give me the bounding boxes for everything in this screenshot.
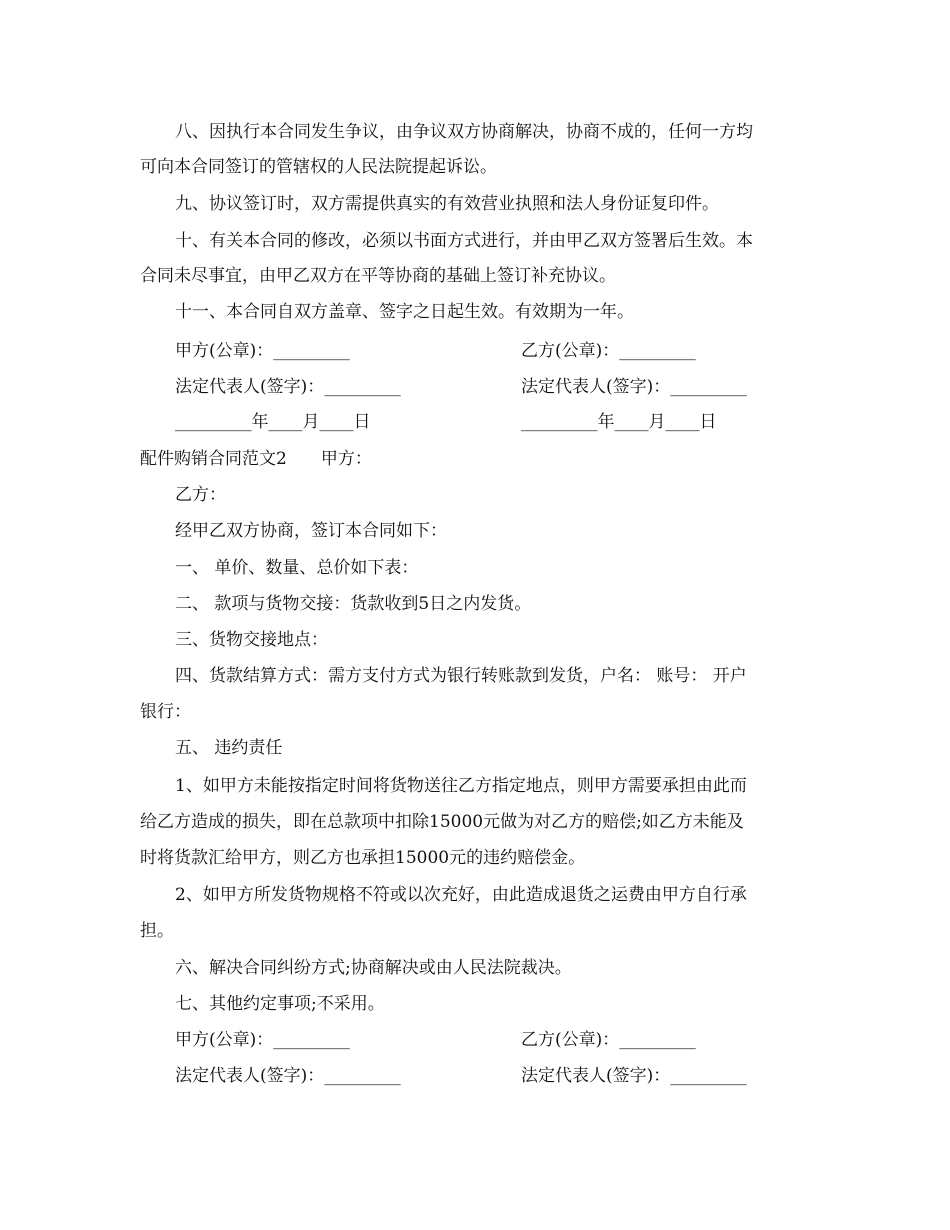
clause-9: 九、协议签订时，双方需提供真实的有效营业执照和法人身份证复印件。 [175,194,719,214]
section-1: 一、 单价、数量、总价如下表： [175,558,419,578]
section-5-item-1-line-2: 给乙方造成的损失，即在总款项中扣除15000元做为对乙方的赔偿;如乙方未能及 [140,812,744,832]
party-b-representative-field-2: 法定代表人(签字)：_________ [521,1066,747,1086]
clause-8-line-2: 可向本合同签订的管辖权的人民法院提起诉讼。 [140,157,497,177]
section-5-item-2-line-1: 2、如甲方所发货物规格不符或以次充好，由此造成退货之运费由甲方自行承 [175,885,747,905]
contract-intro: 经甲乙双方协商，签订本合同如下： [175,521,447,541]
party-a-seal-field: 甲方(公章)：_________ [175,341,350,361]
contract-2-title: 配件购销合同范文2 甲方： [140,449,372,469]
section-5-item-1-line-3: 时将货款汇给甲方，则乙方也承担15000元的违约赔偿金。 [140,848,586,868]
clause-8-line-1: 八、因执行本合同发生争议，由争议双方协商解决，协商不成的，任何一方均 [175,122,753,142]
party-a-date-field: _________年____月____日 [175,412,371,432]
party-a-representative-field-2: 法定代表人(签字)：_________ [175,1066,401,1086]
section-5-heading: 五、 违约责任 [175,738,283,758]
clause-10-line-2: 合同未尽事宜，由甲乙双方在平等协商的基础上签订补充协议。 [140,266,616,286]
clause-11: 十一、本合同自双方盖章、签字之日起生效。有效期为一年。 [175,302,634,322]
party-a-representative-field: 法定代表人(签字)：_________ [175,377,401,397]
party-b-date-field: _________年____月____日 [521,412,717,432]
section-5-item-1-line-1: 1、如甲方未能按指定时间将货物送往乙方指定地点，则甲方需要承担由此而 [175,776,747,796]
party-a-seal-field-2: 甲方(公章)：_________ [175,1030,350,1050]
section-4-line-2: 银行： [140,702,191,722]
party-b-seal-field-2: 乙方(公章)：_________ [521,1030,696,1050]
section-3: 三、货物交接地点： [175,630,328,650]
clause-10-line-1: 十、有关本合同的修改，必须以书面方式进行，并由甲乙双方签署后生效。本 [175,231,753,251]
section-6: 六、解决合同纠纷方式;协商解决或由人民法院裁决。 [175,958,572,978]
party-b-label: 乙方： [175,485,226,505]
section-2: 二、 款项与货物交接：货款收到5日之内发货。 [175,594,532,614]
party-b-representative-field: 法定代表人(签字)：_________ [521,377,747,397]
section-5-item-2-line-2: 担。 [140,921,174,941]
section-4-line-1: 四、货款结算方式：需方支付方式为银行转账款到发货，户名： 账号： 开户 [175,666,747,686]
party-b-seal-field: 乙方(公章)：_________ [521,341,696,361]
section-7: 七、其他约定事项;不采用。 [175,994,385,1014]
